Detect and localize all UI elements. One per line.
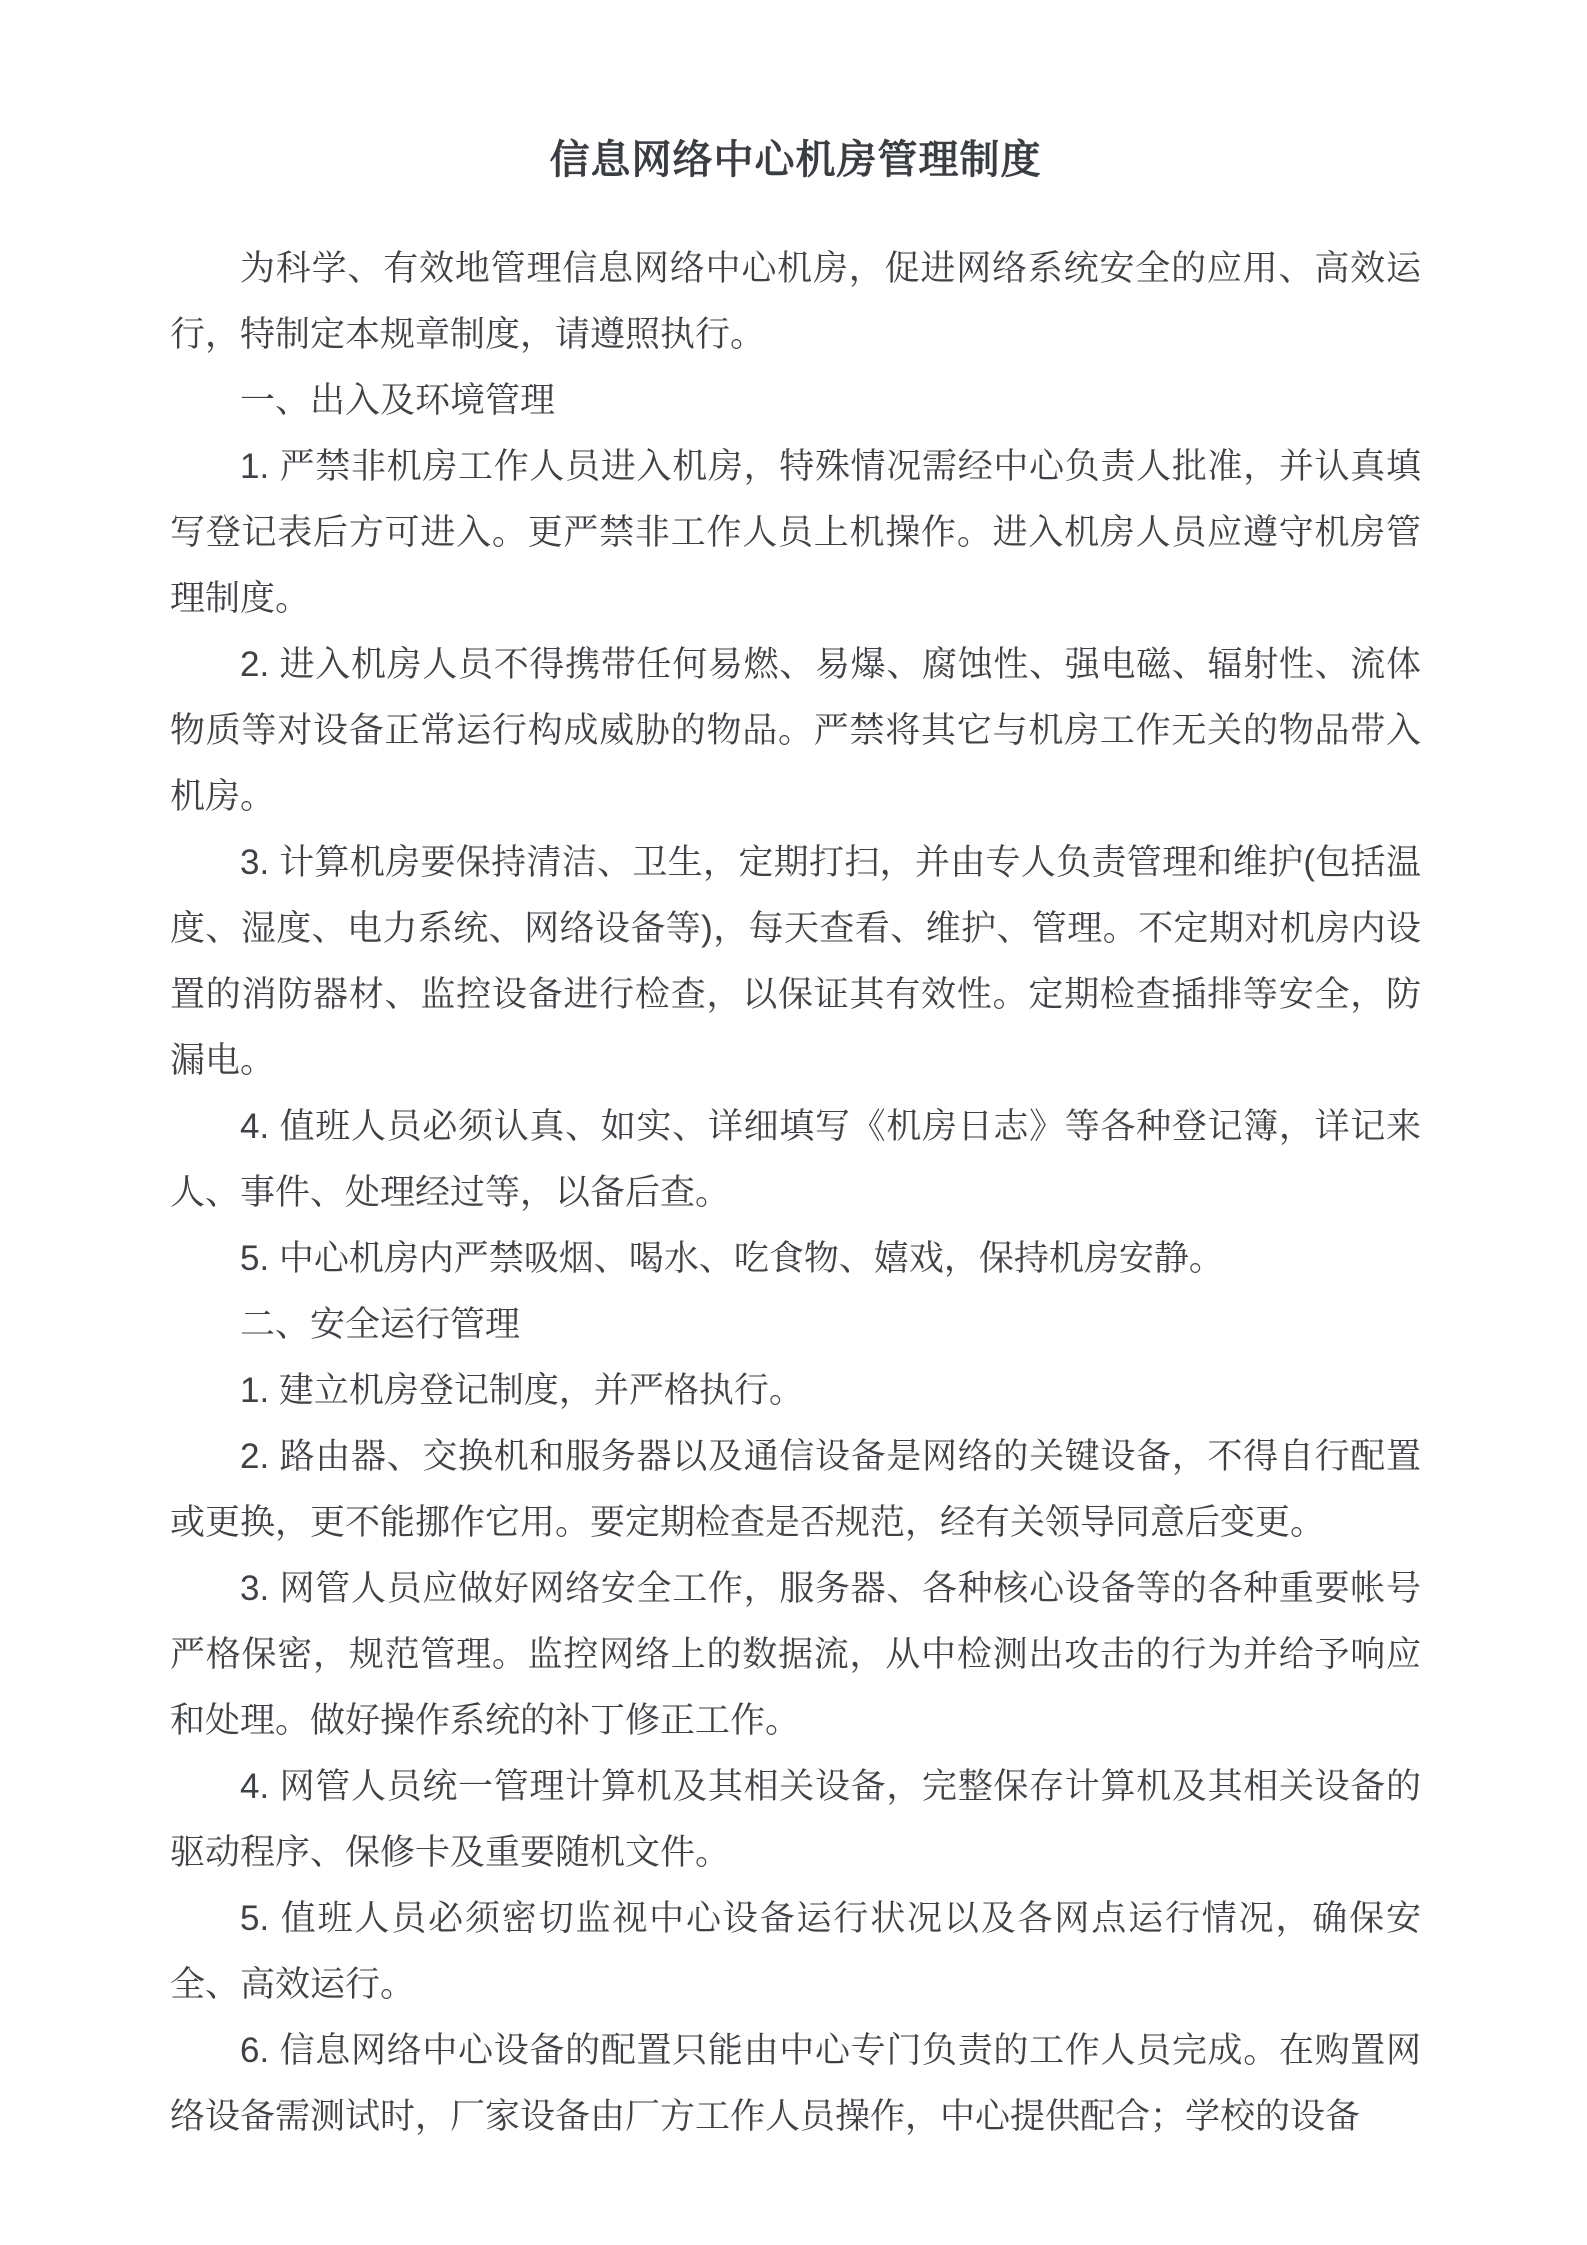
paragraph-item: 2. 路由器、交换机和服务器以及通信设备是网络的关键设备，不得自行配置或更换，更不能挪作它用。要定期检查是否规范，经有关领导同意后变更。 xyxy=(170,1437,1421,1542)
paragraph-item: 4. 值班人员必须认真、如实、详细填写《机房日志》等各种登记簿，详记来人、事件、处理经过等，以备后查。 xyxy=(170,1107,1421,1212)
paragraph-item: 5. 中心机房内严禁吸烟、喝水、吃食物、嬉戏，保持机房安静。 xyxy=(240,1239,1224,1278)
section-heading-1: 一、出入及环境管理 xyxy=(240,381,556,420)
paragraph-item: 3. 计算机房要保持清洁、卫生，定期打扫，并由专人负责管理和维护(包括温度、湿度、电力系统、网络设备等)，每天查看、维护、管理。不定期对机房内设置的消防器材、监控设备进行检查，以保证其有效性。定期检查插排等安全，防漏电。 xyxy=(170,843,1421,1080)
paragraph-item: 5. 值班人员必须密切监视中心设备运行状况以及各网点运行情况，确保安全、高效运行。 xyxy=(170,1899,1421,2004)
intro-paragraph: 为科学、有效地管理信息网络中心机房，促进网络系统安全的应用、高效运行，特制定本规章制度，请遵照执行。 xyxy=(170,249,1421,354)
paragraph-item: 2. 进入机房人员不得携带任何易燃、易爆、腐蚀性、强电磁、辐射性、流体物质等对设备正常运行构成威胁的物品。严禁将其它与机房工作无关的物品带入机房。 xyxy=(170,645,1421,816)
paragraph-item: 3. 网管人员应做好网络安全工作，服务器、各种核心设备等的各种重要帐号严格保密，规范管理。监控网络上的数据流，从中检测出攻击的行为并给予响应和处理。做好操作系统的补丁修正工作。 xyxy=(170,1569,1421,1740)
paragraph-item: 1. 严禁非机房工作人员进入机房，特殊情况需经中心负责人批准，并认真填写登记表后方可进入。更严禁非工作人员上机操作。进入机房人员应遵守机房管理制度。 xyxy=(170,447,1421,618)
paragraph-item: 1. 建立机房登记制度，并严格执行。 xyxy=(240,1371,804,1410)
section-heading-2: 二、安全运行管理 xyxy=(240,1305,521,1344)
paragraph-item: 6. 信息网络中心设备的配置只能由中心专门负责的工作人员完成。在购置网络设备需测试时，厂家设备由厂方工作人员操作，中心提供配合；学校的设备 xyxy=(170,2031,1421,2136)
paragraph-item: 4. 网管人员统一管理计算机及其相关设备，完整保存计算机及其相关设备的驱动程序、保修卡及重要随机文件。 xyxy=(170,1767,1421,1872)
document-title: 信息网络中心机房管理制度 xyxy=(549,138,1042,182)
